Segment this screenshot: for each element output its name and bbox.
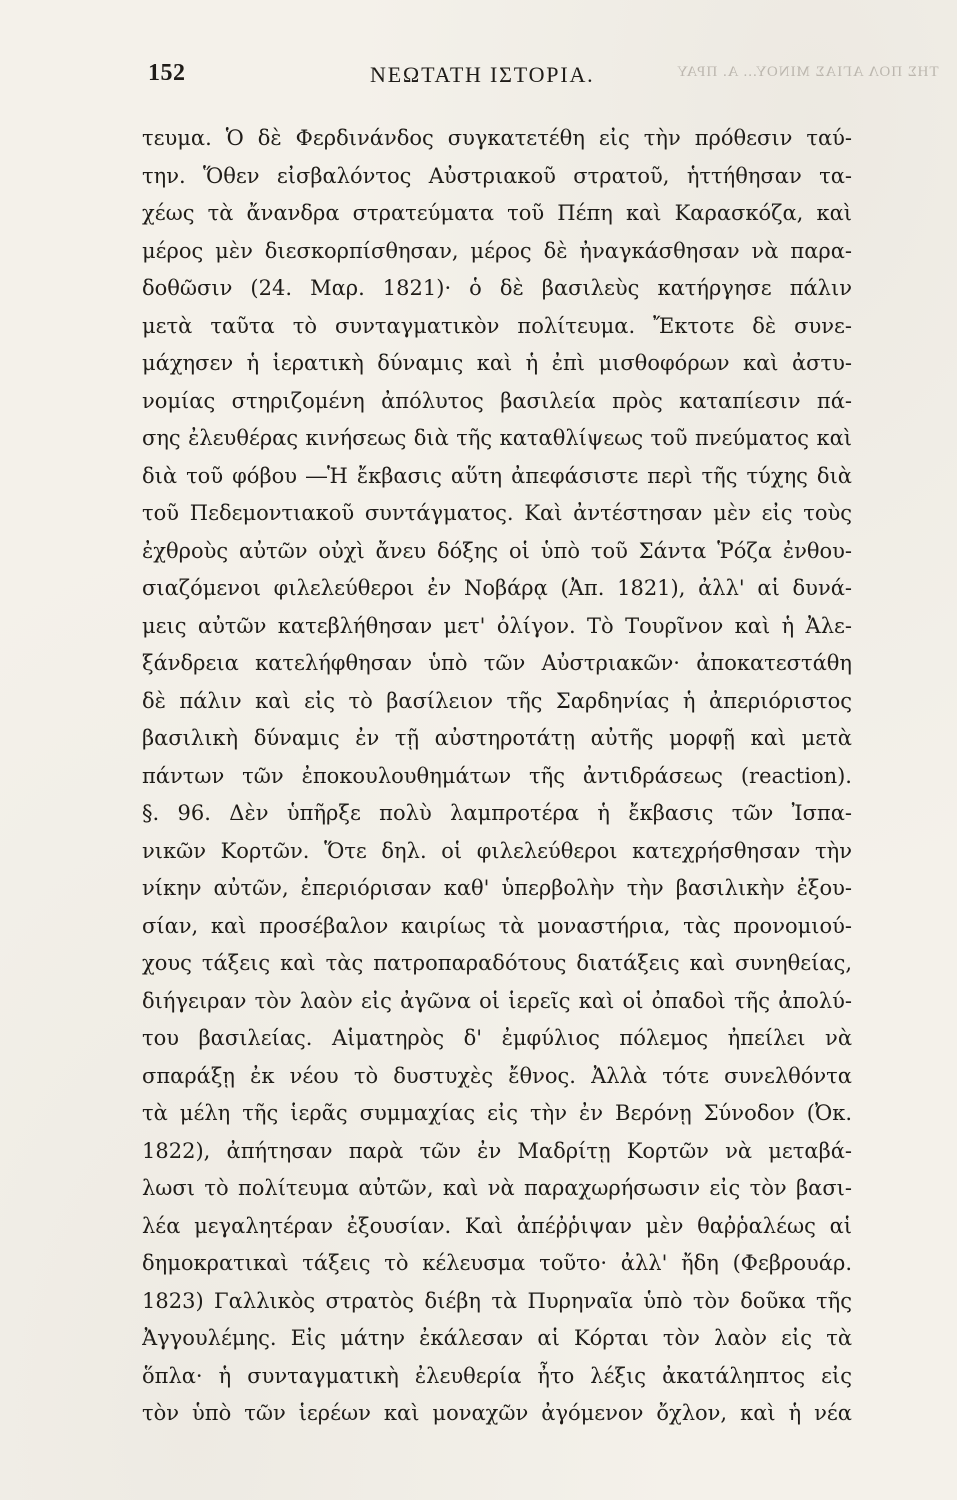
text-line: νικῶν Κορτῶν. Ὅτε δηλ. οἱ φιλελεύθεροι κατεχρήσθησαν τὴν <box>142 838 852 863</box>
text-line: μετὰ ταῦτα τὸ συνταγματικὸν πολίτευμα. Ἔκτοτε δὲ συνε- <box>142 313 852 338</box>
text-line: διὰ τοῦ φόβου ―Ἡ ἔκβασις αὕτη ἀπεφάσιστε περὶ τῆς τύχης διὰ <box>142 463 852 488</box>
text-line: σπαράξῃ ἐκ νέου τὸ δυστυχὲς ἔθνος. Ἀλλὰ τότε συνελθόντα <box>142 1063 852 1088</box>
text-line: νομίας στηριζομένη ἀπόλυτος βασιλεία πρὸς καταπίεσιν πά- <box>142 388 852 413</box>
text-line: νίκην αὐτῶν, ἐπεριόρισαν καθ' ὑπερβολὴν τὴν βασιλικὴν ἐξου- <box>142 876 852 900</box>
text-line: βασιλικὴ δύναμις ἐν τῇ αὐστηροτάτῃ αὐτῆς μορφῇ καὶ μετὰ <box>142 726 852 750</box>
text-line: ἐχθροὺς αὐτῶν οὐχὶ ἄνευ δόξης οἱ ὑπὸ τοῦ Σάντα Ῥόζα ἐνθου- <box>142 538 852 563</box>
text-line: τὸν ὑπὸ τῶν ἱερέων καὶ μοναχῶν ἀγόμενον ὄχλον, καὶ ἡ νέα <box>142 1401 852 1425</box>
text-line: σης ἐλευθέρας κινήσεως διὰ τῆς καταθλίψεως τοῦ πνεύματος καὶ <box>142 426 852 450</box>
bleed-through-text: ΤΗΣ ΠΟΛ ΑΓΙΑΣ ΜΙΝΟΥ... Α. ΠΡΑΥ <box>676 64 939 80</box>
text-line: 1822), ἀπήτησαν παρὰ τῶν ἐν Μαδρίτῃ Κορτῶν νὰ μεταβά- <box>142 1138 852 1163</box>
text-line: σιαζόμενοι φιλελεύθεροι ἐν Νοβάρᾳ (Ἀπ. 1821), ἀλλ' αἱ δυνά- <box>142 576 852 600</box>
page-number: 152 <box>148 60 186 86</box>
text-line: λωσι τὸ πολίτευμα αὐτῶν, καὶ νὰ παραχωρήσωσιν εἰς τὸν βασι- <box>142 1176 852 1200</box>
text-line: ξάνδρεια κατελήφθησαν ὑπὸ τῶν Αὐστριακῶν· ἀποκατεστάθη <box>142 651 852 675</box>
text-line: 1823) Γαλλικὸς στρατὸς διέβη τὰ Πυρηναῖα ὑπὸ τὸν δοῦκα τῆς <box>142 1288 852 1313</box>
text-line: δὲ πάλιν καὶ εἰς τὸ βασίλειον τῆς Σαρδηνίας ἡ ἀπεριόριστος <box>142 688 852 713</box>
text-line: Ἀγγουλέμης. Εἰς μάτην ἐκάλεσαν αἱ Κόρται τὸν λαὸν εἰς τὰ <box>142 1326 852 1350</box>
text-line: τὰ μέλη τῆς ἱερᾶς συμμαχίας εἰς τὴν ἐν Βερόνῃ Σύνοδον (Ὀκ. <box>142 1101 852 1125</box>
text-line: δημοκρατικαὶ τάξεις τὸ κέλευσμα τοῦτο· ἀλλ' ἤδη (Φεβρουάρ. <box>142 1251 852 1275</box>
text-line: πάντων τῶν ἐποκουλουθημάτων τῆς ἀντιδράσεως (reaction). <box>142 763 852 788</box>
text-line: λέα μεγαλητέραν ἐξουσίαν. Καὶ ἀπέῤῥιψαν μὲν θαῤῥαλέως αἱ <box>142 1213 852 1238</box>
text-line: μάχησεν ἡ ἱερατικὴ δύναμις καὶ ἡ ἐπὶ μισθοφόρων καὶ ἀστυ- <box>142 351 852 375</box>
body-text <box>142 120 852 1433</box>
text-line: ὅπλα· ἡ συνταγματικὴ ἐλευθερία ἦτο λέξις ἀκατάληπτος εἰς <box>142 1363 852 1388</box>
text-line: μεις αὐτῶν κατεβλήθησαν μετ' ὀλίγον. Τὸ Τουρῖνον καὶ ἡ Ἀλε- <box>142 613 852 638</box>
section-line: §. 96. Δὲν ὑπῆρξε πολὺ λαμπροτέρα ἡ ἔκβασις τῶν Ἰσπα- <box>142 801 852 825</box>
page-header <box>148 60 848 90</box>
text-line: δοθῶσιν (24. Μαρ. 1821)· ὁ δὲ βασιλεὺς κατήργησε πάλιν <box>142 276 852 300</box>
text-line: χους τάξεις καὶ τὰς πατροπαραδότους διατάξεις καὶ συνηθείας, <box>142 951 852 975</box>
text-line: χέως τὰ ἄνανδρα στρατεύματα τοῦ Πέπη καὶ Καρασκόζα, καὶ <box>142 201 852 225</box>
text-line: την. Ὅθεν εἰσβαλόντος Αὐστριακοῦ στρατοῦ, ἡττήθησαν τα- <box>142 163 852 188</box>
text-line: σίαν, καὶ προσέβαλον καιρίως τὰ μοναστήρια, τὰς προνομιού- <box>142 913 852 938</box>
text-line: τευμα. Ὁ δὲ Φερδινάνδος συγκατετέθη εἰς τὴν πρόθεσιν ταύ- <box>142 126 852 150</box>
text-line: του βασιλείας. Αἱματηρὸς δ' ἐμφύλιος πόλεμος ἠπείλει νὰ <box>142 1026 852 1050</box>
running-title: ΝΕΩΤΑΤΗ ΙΣΤΟΡΙΑ. <box>370 62 595 87</box>
text-line: τοῦ Πεδεμοντιακοῦ συντάγματος. Καὶ ἀντέστησαν μὲν εἰς τοὺς <box>142 501 852 525</box>
text-line: διήγειραν τὸν λαὸν εἰς ἀγῶνα οἱ ἱερεῖς καὶ οἱ ὀπαδοὶ τῆς ἀπολύ- <box>142 988 852 1013</box>
text-line: μέρος μὲν διεσκορπίσθησαν, μέρος δὲ ἠναγκάσθησαν νὰ παρα- <box>142 238 852 263</box>
